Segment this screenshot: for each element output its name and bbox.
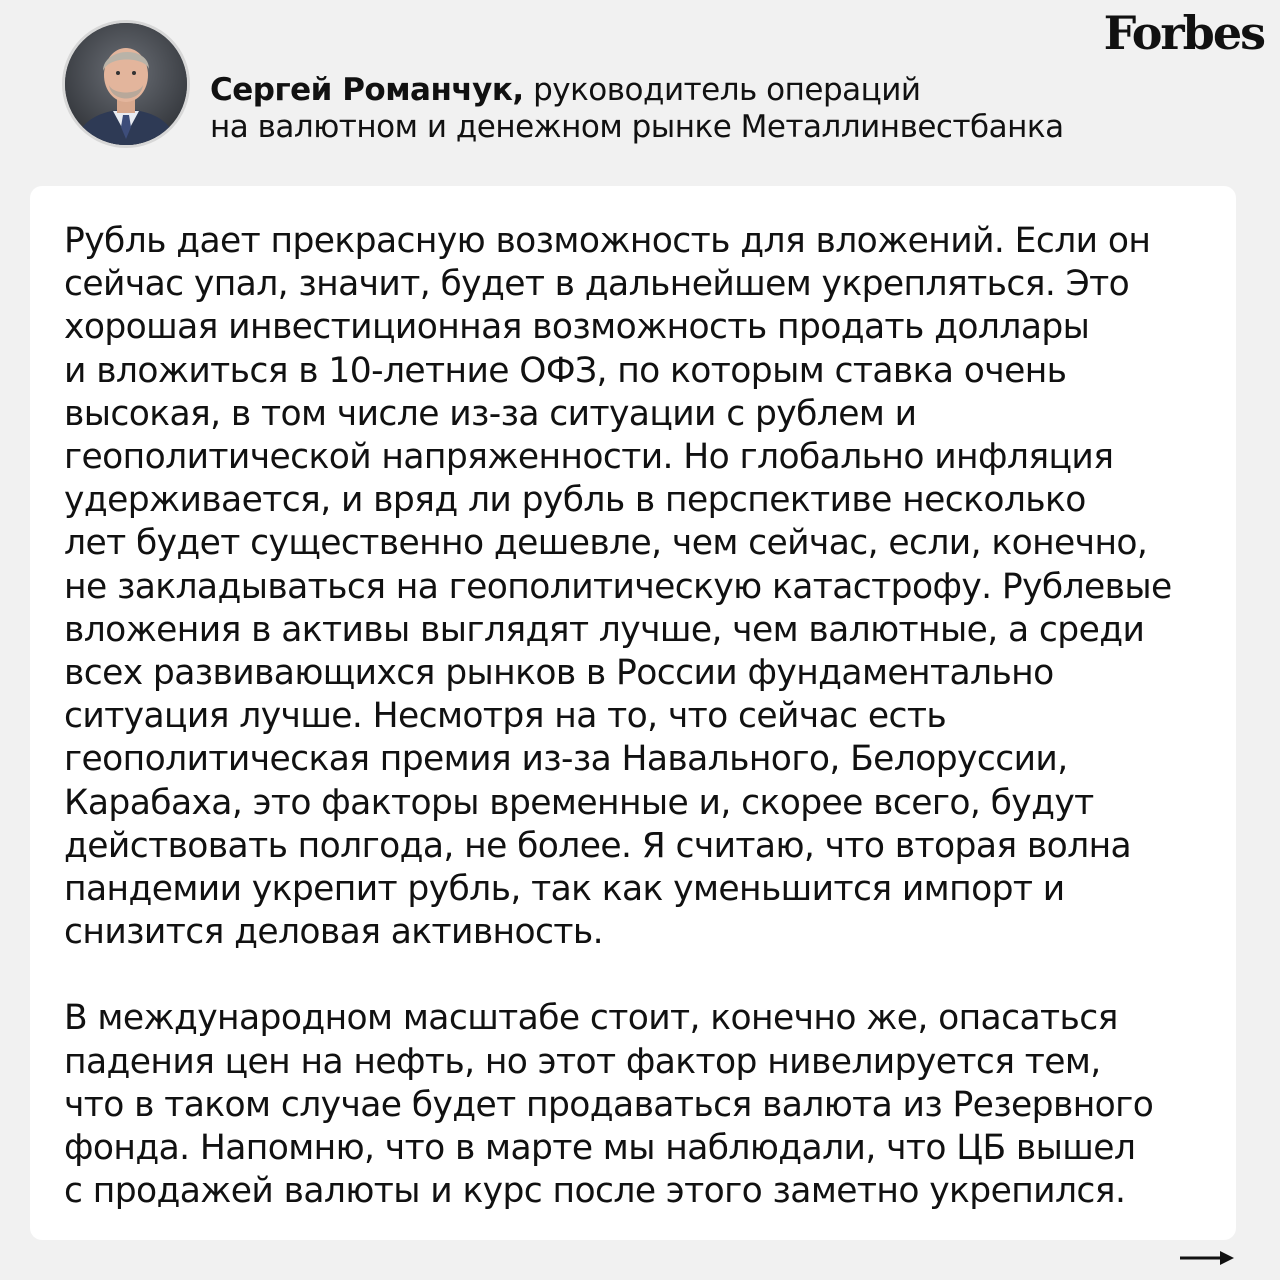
quote-line: пандемии укрепит рубль, так как уменьшится импорт и xyxy=(64,869,1065,910)
quote-line: Рубль дает прекрасную возможность для вложений. Если он xyxy=(64,221,1151,261)
quote-line: что в таком случае будет продаваться валюта из Резервного xyxy=(64,1084,1154,1125)
quote-text xyxy=(64,220,1234,1213)
quote-line: геополитической напряженности. Но глобально инфляция xyxy=(64,437,1114,478)
quote-line: В международном масштабе стоит, конечно же, опасаться xyxy=(64,998,1118,1039)
forbes-logo: Forbes xyxy=(1103,6,1264,60)
author-role-line2: на валютном и денежном рынке Металлинвестбанка xyxy=(210,109,1064,145)
quote-line: геополитическая премия из-за Навального, Белоруссии, xyxy=(64,739,1068,780)
arrow-right-icon xyxy=(1178,1248,1236,1268)
quote-line: снизится деловая активность. xyxy=(64,912,603,953)
person-portrait-icon xyxy=(65,23,187,145)
quote-line: действовать полгода, не более. Я считаю, что вторая волна xyxy=(64,825,1132,866)
quote-line: не закладываться на геополитическую катастрофу. Рублевые xyxy=(64,566,1172,607)
quote-line: с продажей валюты и курс после этого заметно укрепился. xyxy=(64,1171,1126,1212)
quote-line: падения цен на нефть, но этот фактор нивелируется тем, xyxy=(64,1041,1101,1082)
quote-line: удерживается, и вряд ли рубль в перспективе несколько xyxy=(64,480,1086,521)
quote-paragraph-2 xyxy=(64,997,1234,1213)
author-avatar xyxy=(62,20,190,148)
next-slide-button[interactable] xyxy=(1178,1248,1236,1268)
quote-line: вложения в активы выглядят лучше, чем валютные, а среди xyxy=(64,609,1145,650)
author-role-line1: руководитель операций xyxy=(533,72,921,108)
quote-line: фонда. Напомню, что в марте мы наблюдали, что ЦБ вышел xyxy=(64,1128,1136,1169)
quote-line: лет будет существенно дешевле, чем сейчас, если, конечно, xyxy=(64,523,1148,564)
quote-line: ситуация лучше. Несмотря на то, что сейчас есть xyxy=(64,696,947,737)
quote-line: и вложиться в 10-летние ОФЗ, по которым ставка очень xyxy=(64,350,1067,391)
author-name: Сергей Романчук, xyxy=(210,72,524,108)
quote-paragraph-1 xyxy=(64,220,1234,954)
author-caption xyxy=(210,72,1210,146)
quote-line: всех развивающихся рынков в России фундаментально xyxy=(64,653,1054,694)
quote-line: Карабаха, это факторы временные и, скорее всего, будут xyxy=(64,782,1094,823)
quote-line: хорошая инвестиционная возможность продать доллары xyxy=(64,307,1090,348)
quote-line: сейчас упал, значит, будет в дальнейшем укрепляться. Это xyxy=(64,264,1130,305)
quote-line: высокая, в том числе из-за ситуации с рублем и xyxy=(64,393,917,434)
